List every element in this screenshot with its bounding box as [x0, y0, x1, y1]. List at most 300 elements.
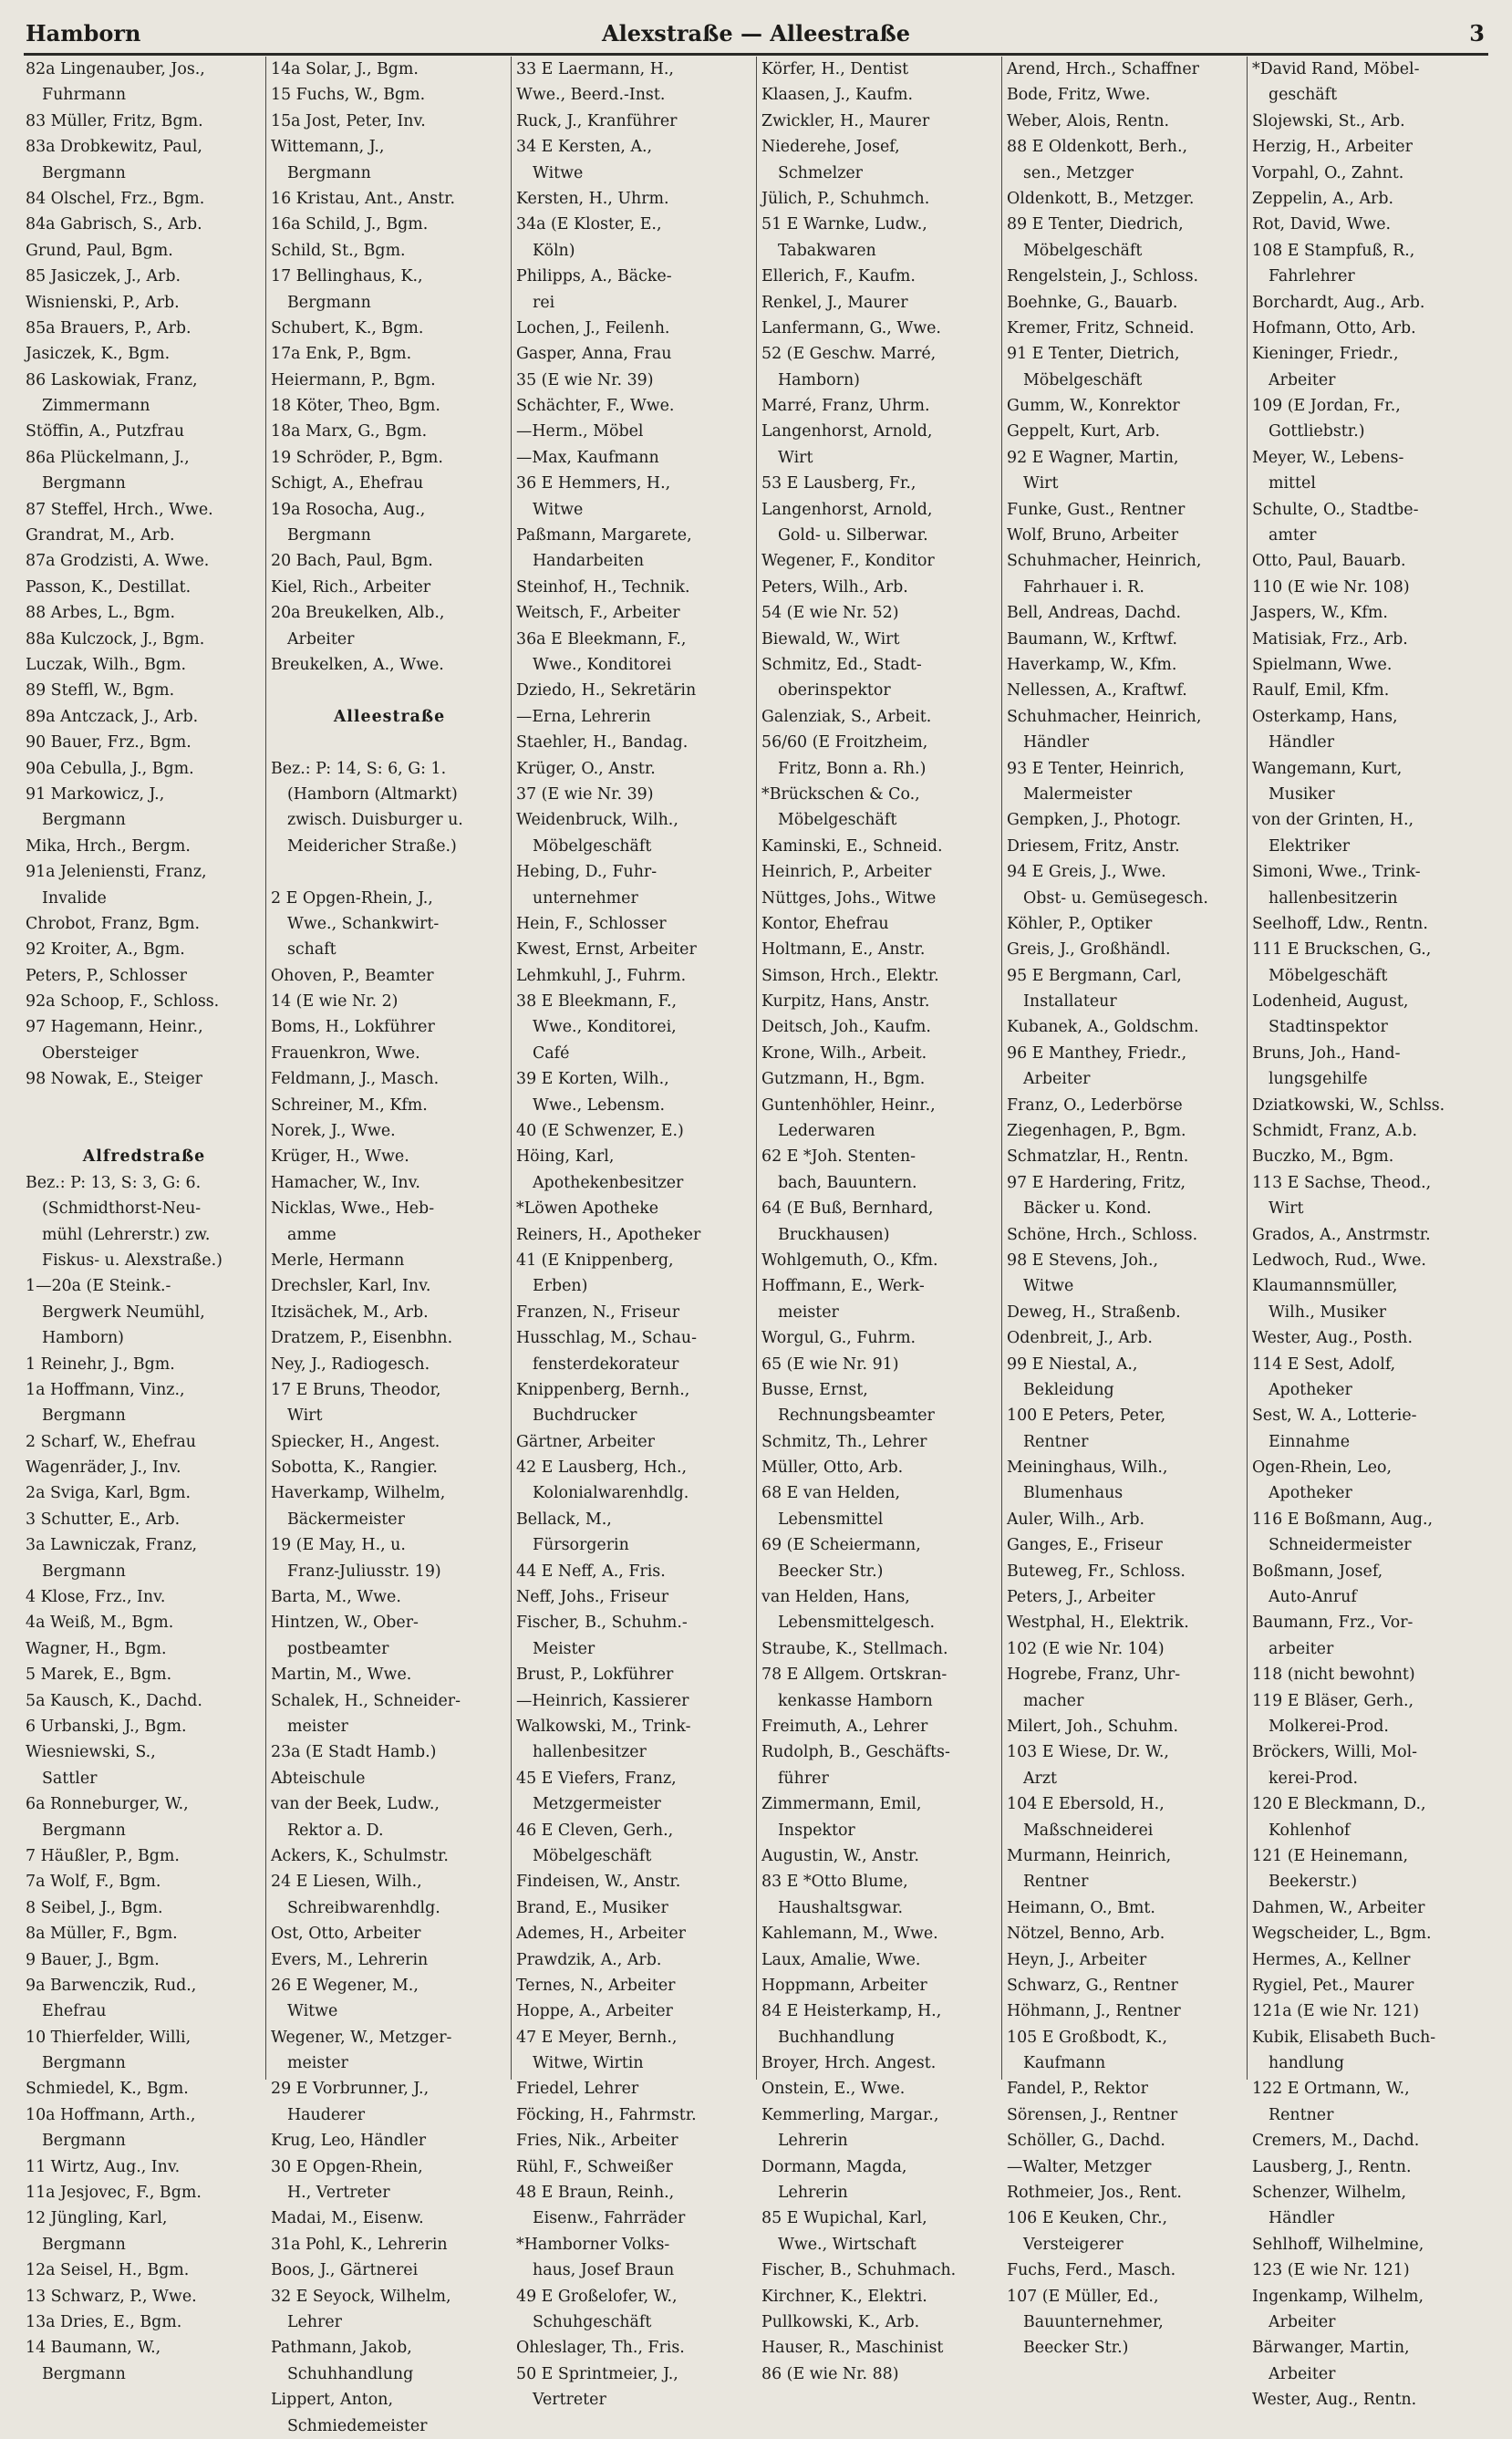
directory-entry: Haushaltsgwar. [778, 1898, 904, 1917]
directory-entry: Wagner, H., Bgm. [26, 1639, 167, 1658]
directory-entry: Arbeiter [1023, 1070, 1091, 1089]
directory-entry: Krone, Wilh., Arbeit. [761, 1043, 927, 1063]
directory-entry: 104 E Ebersold, H., [1007, 1795, 1165, 1814]
directory-entry: Möbelgeschäft [1269, 966, 1388, 985]
directory-entry: Prawdzik, A., Arb. [516, 1950, 662, 1969]
directory-entry: Bergmann [287, 163, 371, 182]
directory-entry: Schigt, A., Ehefrau [271, 474, 424, 493]
directory-entry: Hoffmann, E., Werk- [761, 1277, 925, 1296]
directory-entry: 86a Plückelmann, J., [26, 448, 190, 467]
directory-entry: Boos, J., Gärtnerei [271, 2261, 419, 2280]
directory-entry: Schuhgeschäft [533, 2312, 652, 2331]
directory-entry: 114 E Sest, Adolf, [1252, 1354, 1396, 1374]
directory-entry: Nellessen, A., Kraftwf. [1007, 681, 1187, 701]
directory-entry: Boehnke, G., Bauarb. [1007, 293, 1178, 312]
directory-entry: Lausberg, J., Rentn. [1252, 2157, 1412, 2176]
directory-entry: Lebensmittel [778, 1510, 884, 1529]
directory-entry: 14 (E wie Nr. 2) [271, 992, 399, 1012]
directory-entry: Bode, Fritz, Wwe. [1007, 86, 1151, 105]
directory-entry: Norek, J., Wwe. [271, 1122, 396, 1141]
directory-entry: Ternes, N., Arbeiter [516, 1976, 676, 1995]
directory-entry: Föcking, H., Fahrmstr. [516, 2105, 697, 2124]
directory-entry: 82a Lingenauber, Jos., [26, 60, 205, 78]
directory-entry: Hintzen, W., Ober- [271, 1614, 419, 1633]
directory-entry: 20a Breukelken, Alb., [271, 604, 445, 623]
directory-entry: *Hamborner Volks- [516, 2235, 670, 2254]
directory-entry: Barta, M., Wwe. [271, 1588, 401, 1607]
directory-entry: Ogen-Rhein, Leo, [1252, 1458, 1393, 1478]
directory-entry: 10a Hoffmann, Arth., [26, 2105, 196, 2124]
directory-entry: 54 (E wie Nr. 52) [761, 604, 899, 623]
directory-entry: Buchhandlung [778, 2028, 895, 2047]
directory-entry: 33 E Laermann, H., [516, 60, 674, 78]
directory-entry: Sehlhoff, Wilhelmine, [1252, 2235, 1424, 2254]
directory-entry: Wagenräder, J., Inv. [26, 1458, 181, 1478]
directory-entry: 10 Thierfelder, Willi, [26, 2028, 192, 2047]
directory-entry: Schreiner, M., Kfm. [271, 1095, 428, 1115]
directory-entry: Grandrat, M., Arb. [26, 526, 175, 545]
directory-entry: 91 E Tenter, Dietrich, [1007, 345, 1180, 364]
spacer [26, 1093, 263, 1118]
directory-entry: 102 (E wie Nr. 104) [1007, 1639, 1165, 1658]
directory-entry: 110 (E wie Nr. 108) [1252, 577, 1410, 597]
directory-entry: Versteigerer [1023, 2235, 1124, 2254]
directory-entry: Schmitz, Ed., Stadt- [761, 655, 922, 674]
directory-entry: Buchdrucker [533, 1406, 637, 1426]
directory-entry: Nüttges, Johs., Witwe [761, 888, 937, 908]
directory-entry: Köhler, P., Optiker [1007, 914, 1153, 933]
directory-entry: Broyer, Hrch. Angest. [761, 2054, 937, 2073]
directory-entry: fensterdekorateur [533, 1354, 679, 1374]
directory-entry: Dziatkowski, W., Schlss. [1252, 1095, 1445, 1115]
directory-entry: Knippenberg, Bernh., [516, 1380, 690, 1399]
directory-entry: 48 E Braun, Reinh., [516, 2184, 675, 2203]
directory-column-5 [1001, 57, 1247, 2358]
directory-entry: Rothmeier, Jos., Rent. [1007, 2184, 1182, 2203]
directory-entry: Deweg, H., Straßenb. [1007, 1303, 1181, 1322]
directory-entry: Lippert, Anton, [271, 2391, 393, 2410]
directory-entry: Höhmann, J., Rentner [1007, 2002, 1181, 2021]
directory-entry: Wirt [287, 1406, 323, 1426]
directory-entry: 1a Hoffmann, Vinz., [26, 1380, 185, 1399]
directory-entry: Ganges, E., Friseur [1007, 1536, 1163, 1555]
directory-entry: Weber, Alois, Rentn. [1007, 111, 1170, 130]
directory-entry: Heimann, O., Bmt. [1007, 1898, 1155, 1917]
directory-entry: Zimmermann [42, 397, 150, 416]
directory-entry: Kolonialwarenhdlg. [533, 1484, 689, 1503]
directory-entry: Spiecker, H., Angest. [271, 1432, 440, 1451]
directory-entry: 100 E Peters, Peter, [1007, 1406, 1166, 1426]
directory-entry: Laux, Amalie, Wwe. [761, 1950, 921, 1969]
directory-entry: führer [778, 1769, 829, 1788]
directory-entry: Meininghaus, Wilh., [1007, 1458, 1168, 1478]
directory-entry: Lanfermann, G., Wwe. [761, 318, 941, 337]
directory-entry: Arbeiter [1269, 370, 1336, 389]
directory-entry: Passon, K., Destillat. [26, 577, 192, 597]
directory-entry: Westphal, H., Elektrik. [1007, 1614, 1189, 1633]
directory-entry: Abteischule [271, 1769, 366, 1788]
directory-entry: Müller, Otto, Arb. [761, 1458, 904, 1478]
directory-entry: Wwe., Konditorei [533, 655, 672, 674]
directory-entry: von der Grinten, H., [1252, 811, 1414, 830]
directory-entry: Möbelgeschäft [533, 836, 652, 856]
directory-column-1 [24, 57, 265, 2383]
directory-entry: Evers, M., Lehrerin [271, 1950, 429, 1969]
directory-entry: 37 (E wie Nr. 39) [516, 784, 654, 804]
directory-entry: 121a (E wie Nr. 121) [1252, 2002, 1420, 2021]
directory-entry: 34 E Kersten, A., [516, 138, 653, 157]
directory-entry: Wwe., Wirtschaft [778, 2235, 917, 2254]
directory-entry: Osterkamp, Hans, [1252, 707, 1398, 726]
directory-entry: 85a Brauers, P., Arb. [26, 318, 192, 337]
directory-entry: Franz, O., Lederbörse [1007, 1095, 1183, 1115]
directory-entry: 2a Sviga, Karl, Bgm. [26, 1484, 192, 1503]
directory-entry: Kaufmann [1023, 2054, 1106, 2073]
directory-entry: Witwe [1023, 1277, 1074, 1296]
directory-entry: —Max, Kaufmann [516, 448, 659, 467]
directory-entry: Dratzem, P., Eisenbhn. [271, 1329, 453, 1348]
directory-entry: Schöller, G., Dachd. [1007, 2132, 1165, 2151]
directory-entry: Wegscheider, L., Bgm. [1252, 1925, 1432, 1944]
directory-entry: 45 E Viefers, Franz, [516, 1769, 677, 1788]
directory-entry: 3a Lawniczak, Franz, [26, 1536, 198, 1555]
directory-entry: Vertreter [533, 2391, 606, 2410]
directory-entry: 19 Schröder, P., Bgm. [271, 448, 443, 467]
directory-entry: haus, Josef Braun [533, 2261, 675, 2280]
directory-entry: 8a Müller, F., Bgm. [26, 1925, 178, 1944]
directory-entry: 122 E Ortmann, W., [1252, 2080, 1410, 2099]
directory-entry: (Schmidthorst-Neu- [42, 1199, 202, 1219]
directory-entry: Höing, Karl, [516, 1147, 615, 1167]
directory-entry: Arbeiter [1269, 2364, 1336, 2383]
directory-entry: Wwe., Schankwirt- [287, 914, 440, 933]
directory-entry: Findeisen, W., Anstr. [516, 1873, 681, 1892]
spacer [271, 730, 508, 755]
directory-entry: Grados, A., Anstrmstr. [1252, 1225, 1431, 1244]
directory-entry: Hauser, R., Maschinist [761, 2339, 944, 2358]
directory-entry: Schreibwarenhdlg. [287, 1898, 440, 1917]
directory-entry: Heyn, J., Arbeiter [1007, 1950, 1147, 1969]
directory-entry: Rengelstein, J., Schloss. [1007, 267, 1199, 286]
directory-entry: 23a (E Stadt Hamb.) [271, 1743, 437, 1762]
directory-entry: Driesem, Fritz, Anstr. [1007, 836, 1180, 856]
directory-entry: 1 Reinehr, J., Bgm. [26, 1354, 175, 1374]
directory-entry: Blumenhaus [1023, 1484, 1124, 1503]
directory-entry: Chrobot, Franz, Bgm. [26, 914, 201, 933]
directory-entry: Ohoven, P., Beamter [271, 966, 434, 985]
directory-entry: Ney, J., Radiogesch. [271, 1354, 430, 1374]
directory-entry: 121 (E Heinemann, [1252, 1846, 1409, 1865]
directory-entry: Merle, Hermann [271, 1251, 405, 1270]
directory-entry: Gempken, J., Photogr. [1007, 811, 1181, 830]
directory-entry: 19 (E May, H., u. [271, 1536, 406, 1555]
directory-entry: 17a Enk, P., Bgm. [271, 345, 412, 364]
directory-entry: Philipps, A., Bäcke- [516, 267, 672, 286]
directory-entry: Lodenheid, August, [1252, 992, 1409, 1012]
directory-entry: Tabakwaren [778, 241, 876, 260]
directory-entry: 36 E Hemmers, H., [516, 474, 671, 493]
directory-entry: Kwest, Ernst, Arbeiter [516, 940, 697, 960]
directory-entry: 2 E Opgen-Rhein, J., [271, 888, 433, 908]
directory-entry: 11 Wirtz, Aug., Inv. [26, 2157, 181, 2176]
directory-entry: Kiel, Rich., Arbeiter [271, 577, 431, 597]
directory-entry: Martin, M., Wwe. [271, 1666, 412, 1685]
directory-entry: 44 E Neff, A., Fris. [516, 1562, 666, 1581]
spacer [271, 678, 508, 703]
directory-entry: Bruns, Joh., Hand- [1252, 1043, 1401, 1063]
directory-entry: Brand, E., Musiker [516, 1898, 668, 1917]
directory-column-2 [265, 57, 511, 2435]
directory-entry: Rektor a. D. [287, 1821, 384, 1840]
directory-entry: Cremers, M., Dachd. [1252, 2132, 1420, 2151]
directory-entry: Wohlgemuth, O., Kfm. [761, 1251, 938, 1270]
directory-entry: zwisch. Duisburger u. [287, 811, 463, 830]
directory-entry: Arbeiter [1269, 2312, 1336, 2331]
directory-entry: Bergmann [42, 1821, 126, 1840]
directory-entry: Wwe., Lebensm. [533, 1095, 666, 1115]
directory-entry: 9a Barwenczik, Rud., [26, 1976, 197, 1995]
directory-entry: 96 E Manthey, Friedr., [1007, 1043, 1187, 1063]
directory-entry: Beekerstr.) [1269, 1873, 1358, 1892]
directory-entry: Bergmann [42, 1562, 126, 1581]
directory-entry: Meister [533, 1639, 595, 1658]
directory-entry: 7a Wolf, F., Bgm. [26, 1873, 161, 1892]
directory-entry: Witwe [533, 163, 584, 182]
directory-entry: Bergmann [42, 474, 126, 493]
directory-entry: (Hamborn (Altmarkt) [287, 784, 458, 804]
directory-entry: 29 E Vorbrunner, J., [271, 2080, 430, 2099]
directory-entry: 17 Bellinghaus, K., [271, 267, 423, 286]
directory-columns [24, 57, 1492, 2435]
directory-entry: Augustin, W., Anstr. [761, 1846, 919, 1865]
directory-entry: Beecker Str.) [778, 1562, 884, 1581]
directory-entry: Lehrerin [778, 2184, 848, 2203]
directory-entry: 87a Grodzisti, A. Wwe. [26, 552, 210, 571]
directory-entry: 78 E Allgem. Ortskran- [761, 1666, 948, 1685]
directory-entry: 91a Jeleniensti, Franz, [26, 863, 207, 882]
directory-entry: 83 E *Otto Blume, [761, 1873, 908, 1892]
directory-entry: Auto-Anruf [1269, 1588, 1357, 1607]
directory-entry: amter [1269, 526, 1317, 545]
directory-entry: Ledwoch, Rud., Wwe. [1252, 1251, 1426, 1270]
directory-entry: 31a Pohl, K., Lehrerin [271, 2235, 448, 2254]
directory-entry: Kemmerling, Margar., [761, 2105, 939, 2124]
directory-entry: Matisiak, Frz., Arb. [1252, 629, 1408, 649]
directory-entry: Witwe [287, 2002, 338, 2021]
directory-entry: 92a Schoop, F., Schloss. [26, 992, 220, 1012]
directory-entry: Obst- u. Gemüsegesch. [1023, 888, 1208, 908]
directory-entry: Lebensmittelgesch. [778, 1614, 936, 1633]
directory-entry: Apotheker [1269, 1484, 1352, 1503]
directory-entry: handlung [1269, 2054, 1344, 2073]
directory-entry: Gasper, Anna, Frau [516, 345, 672, 364]
directory-entry: 47 E Meyer, Bernh., [516, 2028, 678, 2047]
directory-entry: Schöne, Hrch., Schloss. [1007, 1225, 1198, 1244]
directory-entry: Beecker Str.) [1023, 2339, 1129, 2358]
directory-column-3 [511, 57, 756, 2410]
directory-entry: 91 Markowicz, J., [26, 784, 165, 804]
directory-entry: Bellack, M., [516, 1510, 612, 1529]
directory-entry: Peters, P., Schlosser [26, 966, 187, 985]
directory-entry: Fürsorgerin [533, 1536, 629, 1555]
directory-entry: Herzig, H., Arbeiter [1252, 138, 1413, 157]
directory-entry: Friedel, Lehrer [516, 2080, 639, 2099]
directory-entry: 86 (E wie Nr. 88) [761, 2364, 899, 2383]
directory-entry: 111 E Bruckschen, G., [1252, 940, 1432, 960]
directory-entry: 1—20a (E Steink.- [26, 1277, 171, 1296]
directory-entry: Wisnienski, P., Arb. [26, 293, 180, 312]
directory-entry: 85 Jasiczek, J., Arb. [26, 267, 181, 286]
directory-entry: 16a Schild, J., Bgm. [271, 215, 429, 234]
directory-entry: *Brückschen & Co., [761, 784, 920, 804]
directory-entry: Café [533, 1043, 570, 1063]
directory-entry: unternehmer [533, 888, 638, 908]
directory-entry: Elektriker [1269, 836, 1351, 856]
directory-entry: Ohleslager, Th., Fris. [516, 2339, 685, 2358]
directory-entry: 3 Schutter, E., Arb. [26, 1510, 181, 1529]
directory-entry: kenkasse Hamborn [778, 1691, 933, 1710]
directory-entry: Stadtinspektor [1269, 1018, 1388, 1037]
directory-entry: Freimuth, A., Lehrer [761, 1718, 928, 1736]
directory-entry: Pullkowski, K., Arb. [761, 2312, 920, 2331]
directory-entry: 86 Laskowiak, Franz, [26, 370, 198, 389]
directory-entry: Hermes, A., Kellner [1252, 1950, 1411, 1969]
directory-entry: Kubik, Elisabeth Buch- [1252, 2028, 1436, 2047]
directory-entry: 116 E Boßmann, Aug., [1252, 1510, 1434, 1529]
directory-entry: Simoni, Wwe., Trink- [1252, 863, 1421, 882]
directory-entry: mittel [1269, 474, 1316, 493]
directory-entry: 64 (E Buß, Bernhard, [761, 1199, 934, 1219]
directory-entry: Wwe., Konditorei, [533, 1018, 677, 1037]
directory-entry: Kahlemann, M., Wwe. [761, 1925, 938, 1944]
directory-entry: Bergmann [42, 1406, 126, 1426]
header-street-range: Alexstraße — Alleestraße [601, 20, 910, 47]
directory-entry: Fischer, B., Schuhmach. [761, 2261, 957, 2280]
directory-entry: Lederwaren [778, 1122, 875, 1141]
directory-entry: Bärwanger, Martin, [1252, 2339, 1410, 2358]
directory-entry: Gumm, W., Konrektor [1007, 397, 1180, 416]
directory-entry: Zimmermann, Emil, [761, 1795, 922, 1814]
directory-entry: 42 E Lausberg, Hch., [516, 1458, 688, 1478]
directory-entry: Onstein, E., Wwe. [761, 2080, 906, 2099]
directory-entry: hallenbesitzerin [1269, 888, 1398, 908]
directory-entry: —Walter, Metzger [1007, 2157, 1152, 2176]
directory-entry: 40 (E Schwenzer, E.) [516, 1122, 684, 1141]
directory-entry: Seelhoff, Ldw., Rentn. [1252, 914, 1428, 933]
directory-entry: Wwe., Beerd.-Inst. [516, 86, 666, 105]
directory-entry: Haverkamp, Wilhelm, [271, 1484, 446, 1503]
directory-entry: Steinhof, H., Technik. [516, 577, 690, 597]
directory-entry: Händler [1023, 733, 1090, 752]
directory-entry: Niederehe, Josef, [761, 138, 900, 157]
directory-entry: Handarbeiten [533, 552, 645, 571]
directory-entry: 89 E Tenter, Diedrich, [1007, 215, 1184, 234]
directory-entry: Otto, Paul, Bauarb. [1252, 552, 1406, 571]
directory-entry: Buczko, M., Bgm. [1252, 1147, 1394, 1167]
directory-entry: Drechsler, Karl, Inv. [271, 1277, 431, 1296]
directory-entry: Stöffin, A., Putzfrau [26, 422, 185, 441]
directory-entry: Hamborn) [42, 1329, 124, 1348]
directory-entry: Sattler [42, 1769, 98, 1788]
directory-entry: geschäft [1269, 86, 1338, 105]
directory-entry: Kaminski, E., Schneid. [761, 836, 943, 856]
directory-entry: Krug, Leo, Händler [271, 2132, 427, 2151]
directory-entry: Kohlenhof [1269, 1821, 1351, 1840]
directory-entry: macher [1023, 1691, 1084, 1710]
directory-entry: 62 E *Joh. Stenten- [761, 1147, 917, 1167]
directory-entry: Biewald, W., Wirt [761, 629, 900, 649]
directory-entry: Boßmann, Josef, [1252, 1562, 1383, 1581]
directory-entry: 16 Kristau, Ant., Anstr. [271, 189, 455, 208]
directory-entry: Händler [1269, 733, 1335, 752]
page-header [24, 16, 1488, 56]
directory-entry: Staehler, H., Bandag. [516, 733, 689, 752]
directory-entry: Wegener, F., Konditor [761, 552, 935, 571]
directory-entry: Boms, H., Lokführer [271, 1018, 435, 1037]
directory-entry: Maßschneiderei [1023, 1821, 1154, 1840]
directory-entry: Rentner [1269, 2105, 1334, 2124]
directory-entry: Schild, St., Bgm. [271, 241, 406, 260]
directory-entry: Inspektor [778, 1821, 855, 1840]
directory-entry: Murmann, Heinrich, [1007, 1846, 1172, 1865]
directory-entry: mühl (Lehrerstr.) zw. [42, 1225, 211, 1244]
directory-entry: Bauunternehmer, [1023, 2312, 1164, 2331]
directory-entry: Holtmann, E., Anstr. [761, 940, 926, 960]
directory-entry: Weitsch, F., Arbeiter [516, 604, 680, 623]
directory-entry: 51 E Warnke, Ludw., [761, 215, 927, 234]
directory-entry: Händler [1269, 2209, 1335, 2228]
directory-entry: Molkerei-Prod. [1269, 1718, 1389, 1736]
directory-entry: Borchardt, Aug., Arb. [1252, 293, 1425, 312]
directory-entry: van Helden, Hans, [761, 1588, 910, 1607]
directory-entry: Auler, Wilh., Arb. [1007, 1510, 1145, 1529]
directory-entry: Wolf, Bruno, Arbeiter [1007, 526, 1179, 545]
directory-entry: Invalide [42, 888, 107, 908]
directory-entry: Walkowski, M., Trink- [516, 1718, 691, 1736]
directory-entry: 39 E Korten, Wilh., [516, 1070, 669, 1089]
directory-entry: Arend, Hrch., Schaffner [1007, 60, 1199, 78]
directory-entry: Kontor, Ehefrau [761, 914, 889, 933]
directory-entry: 123 (E wie Nr. 121) [1252, 2261, 1410, 2280]
directory-entry: Franz-Juliusstr. 19) [287, 1562, 441, 1581]
directory-entry: Witwe [533, 500, 584, 519]
directory-entry: Schächter, F., Wwe. [516, 397, 675, 416]
directory-entry: Wegener, W., Metzger- [271, 2028, 452, 2047]
directory-entry: Heinrich, P., Arbeiter [761, 863, 932, 882]
directory-entry: Odenbreit, J., Arb. [1007, 1329, 1153, 1348]
directory-entry: Busse, Ernst, [761, 1380, 868, 1399]
directory-entry: 65 (E wie Nr. 91) [761, 1354, 899, 1374]
directory-entry: Bergmann [287, 293, 371, 312]
directory-entry: Bröckers, Willi, Mol- [1252, 1743, 1418, 1762]
directory-entry: sen., Metzger [1023, 163, 1134, 182]
directory-entry: Worgul, G., Fuhrm. [761, 1329, 917, 1348]
directory-entry: Wester, Aug., Posth. [1252, 1329, 1413, 1348]
directory-entry: Schneidermeister [1269, 1536, 1412, 1555]
directory-entry: 87 Steffel, Hrch., Wwe. [26, 500, 213, 519]
directory-entry: Dziedo, H., Sekretärin [516, 681, 697, 701]
directory-entry: Köln) [533, 241, 575, 260]
directory-entry: Hofmann, Otto, Arb. [1252, 318, 1416, 337]
directory-entry: Lehrerin [778, 2132, 848, 2151]
directory-entry: Fahrlehrer [1269, 267, 1355, 286]
directory-entry: Rentner [1023, 1873, 1089, 1892]
directory-entry: Bekleidung [1023, 1380, 1114, 1399]
directory-entry: Sobotta, K., Rangier. [271, 1458, 438, 1478]
directory-entry: Baumann, Frz., Vor- [1252, 1614, 1414, 1633]
directory-entry: 92 E Wagner, Martin, [1007, 448, 1179, 467]
directory-entry: Langenhorst, Arnold, [761, 500, 933, 519]
